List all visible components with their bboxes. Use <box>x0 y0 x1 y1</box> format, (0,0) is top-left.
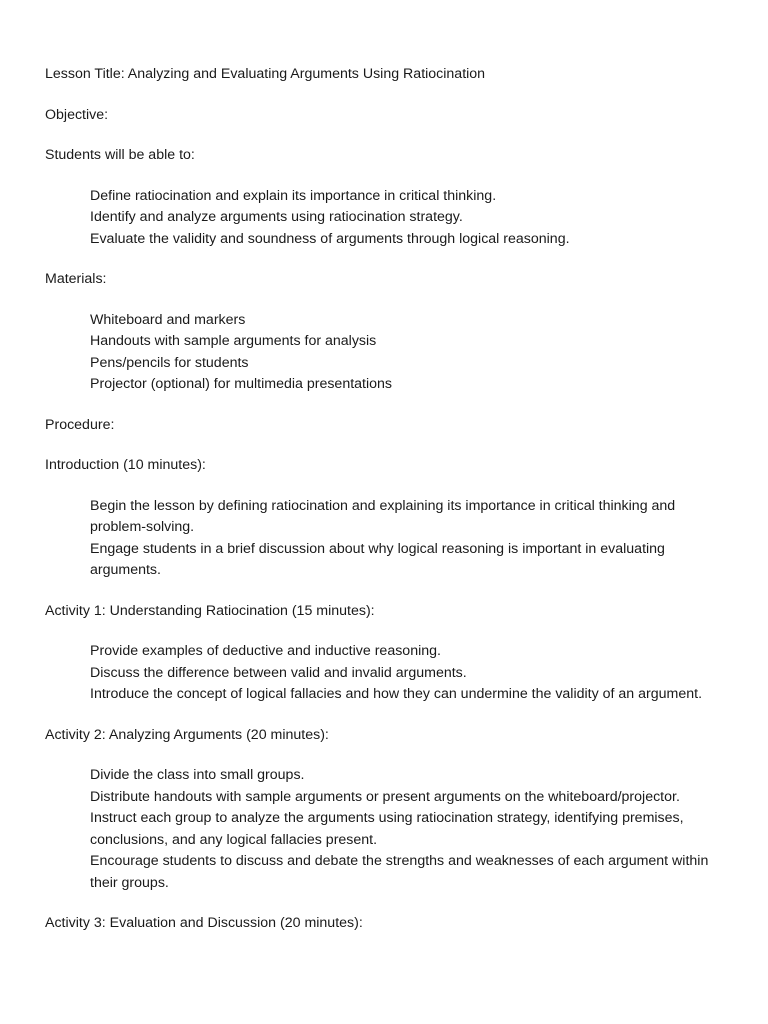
spacer <box>45 436 735 455</box>
spacer <box>45 86 735 105</box>
spacer <box>45 126 735 145</box>
document-page <box>45 64 735 935</box>
activity2-heading: Activity 2: Analyzing Arguments (20 minutes): <box>45 726 329 743</box>
objective-intro: Students will be able to: <box>45 147 195 163</box>
spacer <box>45 582 735 601</box>
activity1-list <box>45 641 735 706</box>
list-item: Discuss the difference between valid and invalid arguments. <box>90 664 467 681</box>
spacer <box>45 622 735 641</box>
materials-list <box>45 310 735 396</box>
activity3-heading: Activity 3: Evaluation and Discussion (20 minutes): <box>45 915 363 931</box>
spacer <box>45 477 735 496</box>
spacer <box>45 706 735 725</box>
list-item: Engage students in a brief discussion about why logical reasoning is important in evaluating arguments. <box>90 540 665 578</box>
list-item: Identify and analyze arguments using ratiocination strategy. <box>90 209 463 225</box>
objective-list <box>45 186 735 251</box>
lesson-title: Lesson Title: Analyzing and Evaluating Arguments Using Ratiocination <box>45 66 486 82</box>
spacer <box>45 396 735 415</box>
list-item: Encourage students to discuss and debate the strengths and weaknesses of each argument within their groups. <box>90 853 709 891</box>
list-item: Introduce the concept of logical fallacies and how they can undermine the validity of an argument. <box>90 686 703 702</box>
list-item: Distribute handouts with sample arguments or present arguments on the whiteboard/projector. <box>90 788 680 805</box>
activity1-heading: Activity 1: Understanding Ratiocination (15 minutes): <box>45 602 375 619</box>
list-item: Whiteboard and markers <box>90 311 246 328</box>
introduction-heading: Introduction (10 minutes): <box>45 457 206 473</box>
introduction-list <box>45 496 735 582</box>
procedure-heading: Procedure: <box>45 416 115 433</box>
spacer <box>45 746 735 765</box>
objective-heading: Objective: <box>45 106 109 123</box>
spacer <box>45 894 735 913</box>
spacer <box>45 250 735 269</box>
spacer <box>45 167 735 186</box>
materials-heading: Materials: <box>45 271 107 287</box>
list-item: Evaluate the validity and soundness of arguments through logical reasoning. <box>90 230 570 247</box>
list-item: Pens/pencils for students <box>90 354 249 371</box>
list-item: Handouts with sample arguments for analysis <box>90 333 377 349</box>
activity2-list <box>45 765 735 894</box>
list-item: Divide the class into small groups. <box>90 767 305 783</box>
list-item: Provide examples of deductive and inductive reasoning. <box>90 643 441 659</box>
list-item: Define ratiocination and explain its importance in critical thinking. <box>90 187 497 204</box>
list-item: Begin the lesson by defining ratiocination and explaining its importance in critical thinking and problem-solving. <box>90 497 676 535</box>
spacer <box>45 291 735 310</box>
list-item: Instruct each group to analyze the arguments using ratiocination strategy, identifying premises, conclusions, and any logical fallacies present. <box>90 810 684 848</box>
list-item: Projector (optional) for multimedia presentations <box>90 376 393 392</box>
